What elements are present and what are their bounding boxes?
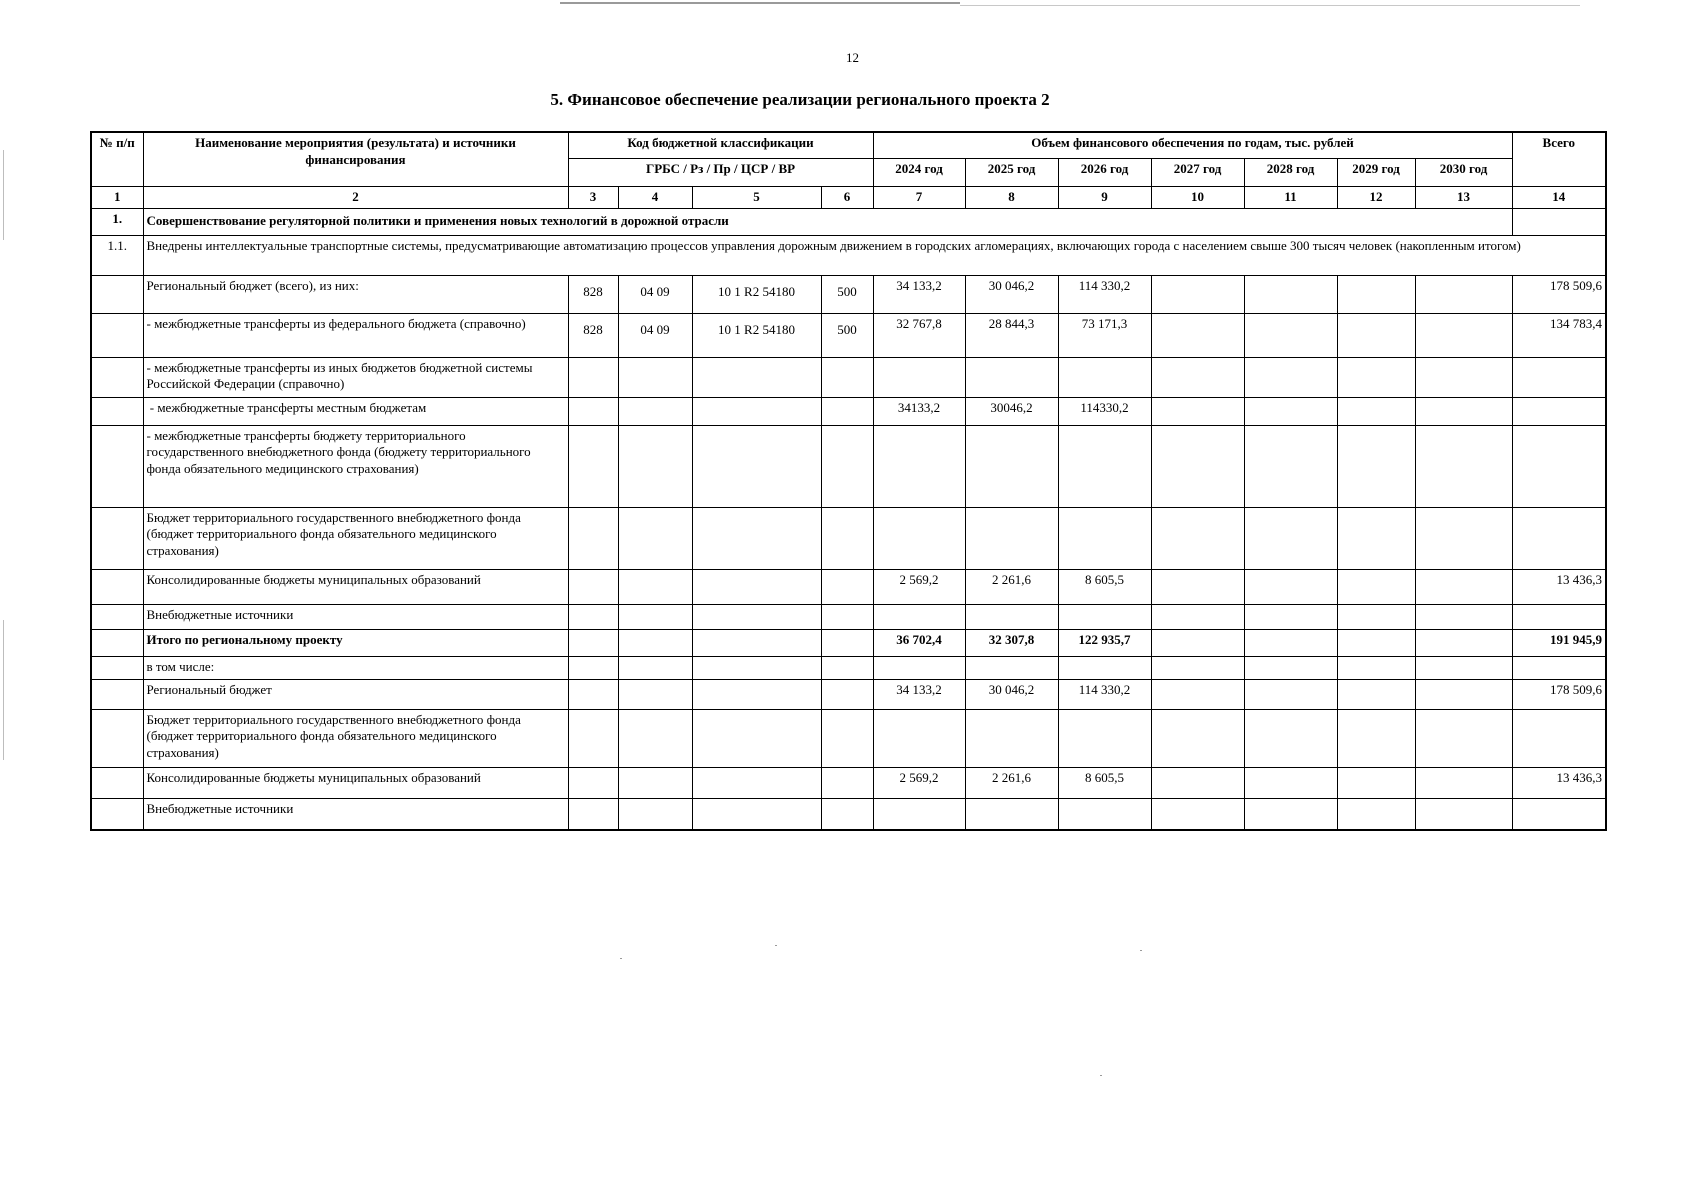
row-name-cell: Бюджет территориального государственного внебюджетного фонда (бюджет территориального фонда обязательного медицинского страхования)	[143, 709, 568, 767]
subsection-number: 1.1.	[91, 235, 143, 275]
vr-cell	[821, 798, 873, 830]
row-name-cell: - межбюджетные трансферты местным бюджетам	[143, 397, 568, 425]
total-cell	[1512, 507, 1606, 569]
column-number: 10	[1151, 186, 1244, 208]
rzpr-cell	[618, 569, 692, 604]
value-2028-cell	[1244, 397, 1337, 425]
value-2028-cell	[1244, 425, 1337, 507]
column-number: 14	[1512, 186, 1606, 208]
table-row	[91, 798, 1606, 830]
value-2025-cell	[965, 604, 1058, 629]
header-year: 2024 год	[873, 158, 965, 186]
value-2030-cell	[1415, 425, 1512, 507]
vr-cell	[821, 507, 873, 569]
value-2027-cell	[1151, 397, 1244, 425]
rzpr-cell	[618, 507, 692, 569]
value-2028-cell	[1244, 604, 1337, 629]
value-2027-cell	[1151, 604, 1244, 629]
csr-cell	[692, 798, 821, 830]
row-name-cell: в том числе:	[143, 656, 568, 679]
row-number-cell	[91, 357, 143, 397]
rzpr-cell: 04 09	[618, 275, 692, 313]
value-2028-cell	[1244, 679, 1337, 709]
csr-cell	[692, 709, 821, 767]
csr-cell	[692, 604, 821, 629]
total-cell: 178 509,6	[1512, 679, 1606, 709]
value-2029-cell	[1337, 679, 1415, 709]
row-name-cell: - межбюджетные трансферты из иных бюджетов бюджетной системы Российской Федерации (справочно)	[143, 357, 568, 397]
csr-cell	[692, 397, 821, 425]
row-number-cell	[91, 507, 143, 569]
value-2025-cell: 32 307,8	[965, 629, 1058, 656]
value-2028-cell	[1244, 767, 1337, 798]
table-row	[91, 656, 1606, 679]
value-2030-cell	[1415, 569, 1512, 604]
value-2025-cell	[965, 798, 1058, 830]
value-2024-cell: 36 702,4	[873, 629, 965, 656]
value-2024-cell: 34 133,2	[873, 679, 965, 709]
value-2030-cell	[1415, 507, 1512, 569]
value-2029-cell	[1337, 798, 1415, 830]
grbs-cell	[568, 507, 618, 569]
row-number-cell	[91, 313, 143, 357]
value-2026-cell	[1058, 357, 1151, 397]
value-2027-cell	[1151, 656, 1244, 679]
value-2028-cell	[1244, 357, 1337, 397]
value-2030-cell	[1415, 357, 1512, 397]
row-number-cell	[91, 798, 143, 830]
row-number-cell	[91, 629, 143, 656]
header-year: 2028 год	[1244, 158, 1337, 186]
grbs-cell	[568, 709, 618, 767]
value-2026-cell: 73 171,3	[1058, 313, 1151, 357]
section-total	[1512, 208, 1606, 235]
column-number: 5	[692, 186, 821, 208]
row-number-cell	[91, 275, 143, 313]
vr-cell: 500	[821, 275, 873, 313]
value-2030-cell	[1415, 397, 1512, 425]
page-number: 12	[846, 50, 859, 65]
section-row	[91, 208, 1606, 235]
value-2027-cell	[1151, 709, 1244, 767]
rzpr-cell	[618, 679, 692, 709]
table-row	[91, 313, 1606, 357]
value-2029-cell	[1337, 397, 1415, 425]
vr-cell	[821, 656, 873, 679]
value-2025-cell: 2 261,6	[965, 767, 1058, 798]
table-row	[91, 569, 1606, 604]
row-name-cell: Бюджет территориального государственного внебюджетного фонда (бюджет территориального фонда обязательного медицинского страхования)	[143, 507, 568, 569]
csr-cell	[692, 629, 821, 656]
value-2024-cell: 34133,2	[873, 397, 965, 425]
value-2028-cell	[1244, 709, 1337, 767]
csr-cell: 10 1 R2 54180	[692, 275, 821, 313]
value-2026-cell	[1058, 425, 1151, 507]
value-2024-cell: 32 767,8	[873, 313, 965, 357]
row-number-cell	[91, 679, 143, 709]
value-2028-cell	[1244, 656, 1337, 679]
value-2027-cell	[1151, 629, 1244, 656]
grbs-cell	[568, 798, 618, 830]
rzpr-cell	[618, 357, 692, 397]
value-2024-cell: 2 569,2	[873, 569, 965, 604]
vr-cell	[821, 679, 873, 709]
total-cell	[1512, 656, 1606, 679]
section-title: Совершенствование регуляторной политики и применения новых технологий в дорожной отрасли	[143, 208, 1512, 235]
grbs-cell	[568, 397, 618, 425]
column-number: 11	[1244, 186, 1337, 208]
value-2025-cell: 30 046,2	[965, 275, 1058, 313]
table-row	[91, 767, 1606, 798]
value-2029-cell	[1337, 604, 1415, 629]
value-2027-cell	[1151, 798, 1244, 830]
value-2030-cell	[1415, 275, 1512, 313]
rzpr-cell	[618, 629, 692, 656]
value-2025-cell	[965, 357, 1058, 397]
table-row	[91, 604, 1606, 629]
value-2028-cell	[1244, 798, 1337, 830]
value-2024-cell	[873, 507, 965, 569]
value-2024-cell: 2 569,2	[873, 767, 965, 798]
value-2029-cell	[1337, 507, 1415, 569]
value-2026-cell: 8 605,5	[1058, 569, 1151, 604]
row-name-cell: Региональный бюджет (всего), из них:	[143, 275, 568, 313]
value-2026-cell	[1058, 709, 1151, 767]
value-2025-cell	[965, 656, 1058, 679]
total-cell	[1512, 425, 1606, 507]
rzpr-cell	[618, 709, 692, 767]
row-name-cell: - межбюджетные трансферты из федерального бюджета (справочно)	[143, 313, 568, 357]
table-row	[91, 357, 1606, 397]
value-2028-cell	[1244, 275, 1337, 313]
value-2024-cell	[873, 709, 965, 767]
row-name-cell: Итого по региональному проекту	[143, 629, 568, 656]
value-2024-cell	[873, 798, 965, 830]
value-2024-cell: 34 133,2	[873, 275, 965, 313]
rzpr-cell	[618, 397, 692, 425]
total-cell: 13 436,3	[1512, 569, 1606, 604]
column-number-row	[91, 186, 1606, 208]
section-number: 1.	[91, 208, 143, 235]
value-2029-cell	[1337, 656, 1415, 679]
value-2027-cell	[1151, 275, 1244, 313]
value-2028-cell	[1244, 313, 1337, 357]
grbs-cell	[568, 656, 618, 679]
csr-cell	[692, 507, 821, 569]
value-2030-cell	[1415, 629, 1512, 656]
total-cell	[1512, 357, 1606, 397]
header-name: Наименование мероприятия (результата) и источники финансирования	[143, 132, 568, 186]
row-name-cell: - межбюджетные трансферты бюджету территориального государственного внебюджетного фонда (бюджету территориального фонда обязательного медицинского страхования)	[143, 425, 568, 507]
table-row	[91, 679, 1606, 709]
value-2026-cell: 114330,2	[1058, 397, 1151, 425]
header-num: № п/п	[91, 132, 143, 186]
value-2026-cell	[1058, 604, 1151, 629]
rzpr-cell: 04 09	[618, 313, 692, 357]
grbs-cell	[568, 604, 618, 629]
table-row	[91, 397, 1606, 425]
column-number: 2	[143, 186, 568, 208]
vr-cell	[821, 767, 873, 798]
csr-cell	[692, 569, 821, 604]
vr-cell	[821, 397, 873, 425]
row-number-cell	[91, 397, 143, 425]
vr-cell	[821, 357, 873, 397]
row-name-cell: Внебюджетные источники	[143, 798, 568, 830]
rzpr-cell	[618, 604, 692, 629]
value-2025-cell	[965, 507, 1058, 569]
value-2030-cell	[1415, 709, 1512, 767]
value-2029-cell	[1337, 425, 1415, 507]
column-number: 8	[965, 186, 1058, 208]
vr-cell: 500	[821, 313, 873, 357]
row-number-cell	[91, 709, 143, 767]
row-number-cell	[91, 656, 143, 679]
subsection-title: Внедрены интеллектуальные транспортные системы, предусматривающие автоматизацию процессов управления дорожным движением в городских агломерациях, включающих города с населением свыше 300 тысяч человек (накопленным итогом)	[143, 235, 1606, 275]
column-number: 6	[821, 186, 873, 208]
vr-cell	[821, 629, 873, 656]
value-2028-cell	[1244, 507, 1337, 569]
value-2025-cell: 30 046,2	[965, 679, 1058, 709]
value-2025-cell: 2 261,6	[965, 569, 1058, 604]
total-cell	[1512, 397, 1606, 425]
header-year: 2026 год	[1058, 158, 1151, 186]
header-volume: Объем финансового обеспечения по годам, тыс. рублей	[873, 132, 1512, 158]
scan-edge-mark	[3, 150, 4, 240]
csr-cell	[692, 357, 821, 397]
header-year: 2027 год	[1151, 158, 1244, 186]
column-number: 9	[1058, 186, 1151, 208]
vr-cell	[821, 425, 873, 507]
scan-speck	[1100, 1075, 1102, 1076]
header-year: 2025 год	[965, 158, 1058, 186]
table-row	[91, 275, 1606, 313]
column-number: 3	[568, 186, 618, 208]
vr-cell	[821, 604, 873, 629]
scan-speck	[775, 945, 777, 946]
value-2026-cell: 122 935,7	[1058, 629, 1151, 656]
scan-top-rule	[560, 2, 960, 4]
value-2027-cell	[1151, 679, 1244, 709]
value-2029-cell	[1337, 313, 1415, 357]
row-name-cell: Консолидированные бюджеты муниципальных образований	[143, 767, 568, 798]
column-number: 1	[91, 186, 143, 208]
column-number: 12	[1337, 186, 1415, 208]
value-2025-cell: 30046,2	[965, 397, 1058, 425]
csr-cell	[692, 656, 821, 679]
total-cell	[1512, 709, 1606, 767]
grbs-cell	[568, 569, 618, 604]
total-cell	[1512, 604, 1606, 629]
scan-speck	[620, 958, 622, 959]
csr-cell	[692, 679, 821, 709]
value-2029-cell	[1337, 767, 1415, 798]
grbs-cell	[568, 425, 618, 507]
value-2025-cell: 28 844,3	[965, 313, 1058, 357]
scan-top-rule-faint	[960, 5, 1580, 6]
grbs-cell	[568, 629, 618, 656]
value-2026-cell: 8 605,5	[1058, 767, 1151, 798]
table-row	[91, 507, 1606, 569]
value-2026-cell	[1058, 507, 1151, 569]
value-2024-cell	[873, 656, 965, 679]
scan-edge-mark	[3, 620, 4, 760]
vr-cell	[821, 709, 873, 767]
page-title: 5. Финансовое обеспечение реализации регионального проекта 2	[550, 90, 1050, 109]
value-2025-cell	[965, 709, 1058, 767]
value-2028-cell	[1244, 629, 1337, 656]
grbs-cell: 828	[568, 275, 618, 313]
value-2024-cell	[873, 425, 965, 507]
row-number-cell	[91, 604, 143, 629]
value-2024-cell	[873, 604, 965, 629]
row-name-cell: Внебюджетные источники	[143, 604, 568, 629]
value-2030-cell	[1415, 798, 1512, 830]
row-name-cell: Консолидированные бюджеты муниципальных образований	[143, 569, 568, 604]
value-2025-cell	[965, 425, 1058, 507]
value-2027-cell	[1151, 767, 1244, 798]
total-cell: 134 783,4	[1512, 313, 1606, 357]
grbs-cell: 828	[568, 313, 618, 357]
header-total: Всего	[1512, 132, 1606, 186]
csr-cell	[692, 425, 821, 507]
scan-speck	[1140, 950, 1142, 951]
value-2029-cell	[1337, 709, 1415, 767]
value-2029-cell	[1337, 357, 1415, 397]
table-row	[91, 709, 1606, 767]
rzpr-cell	[618, 656, 692, 679]
table-row	[91, 425, 1606, 507]
subsection-row	[91, 235, 1606, 275]
value-2027-cell	[1151, 313, 1244, 357]
total-cell: 13 436,3	[1512, 767, 1606, 798]
value-2030-cell	[1415, 679, 1512, 709]
value-2027-cell	[1151, 357, 1244, 397]
column-number: 7	[873, 186, 965, 208]
row-number-cell	[91, 767, 143, 798]
grbs-cell	[568, 679, 618, 709]
grbs-cell	[568, 767, 618, 798]
column-number: 13	[1415, 186, 1512, 208]
value-2029-cell	[1337, 569, 1415, 604]
rzpr-cell	[618, 798, 692, 830]
value-2027-cell	[1151, 425, 1244, 507]
value-2024-cell	[873, 357, 965, 397]
rzpr-cell	[618, 425, 692, 507]
header-year: 2029 год	[1337, 158, 1415, 186]
value-2030-cell	[1415, 313, 1512, 357]
financing-table	[90, 131, 1607, 831]
value-2030-cell	[1415, 767, 1512, 798]
csr-cell	[692, 767, 821, 798]
value-2026-cell: 114 330,2	[1058, 275, 1151, 313]
value-2027-cell	[1151, 569, 1244, 604]
header-kbk-sub: ГРБС / Рз / Пр / ЦСР / ВР	[568, 158, 873, 186]
header-row-1	[91, 132, 1606, 158]
value-2029-cell	[1337, 275, 1415, 313]
value-2028-cell	[1244, 569, 1337, 604]
value-2026-cell: 114 330,2	[1058, 679, 1151, 709]
header-kbk: Код бюджетной классификации	[568, 132, 873, 158]
row-number-cell	[91, 569, 143, 604]
value-2027-cell	[1151, 507, 1244, 569]
value-2026-cell	[1058, 656, 1151, 679]
value-2030-cell	[1415, 604, 1512, 629]
value-2029-cell	[1337, 629, 1415, 656]
header-year: 2030 год	[1415, 158, 1512, 186]
table-row	[91, 629, 1606, 656]
total-cell: 191 945,9	[1512, 629, 1606, 656]
total-cell	[1512, 798, 1606, 830]
column-number: 4	[618, 186, 692, 208]
row-name-cell: Региональный бюджет	[143, 679, 568, 709]
value-2030-cell	[1415, 656, 1512, 679]
row-number-cell	[91, 425, 143, 507]
rzpr-cell	[618, 767, 692, 798]
grbs-cell	[568, 357, 618, 397]
total-cell: 178 509,6	[1512, 275, 1606, 313]
csr-cell: 10 1 R2 54180	[692, 313, 821, 357]
vr-cell	[821, 569, 873, 604]
value-2026-cell	[1058, 798, 1151, 830]
